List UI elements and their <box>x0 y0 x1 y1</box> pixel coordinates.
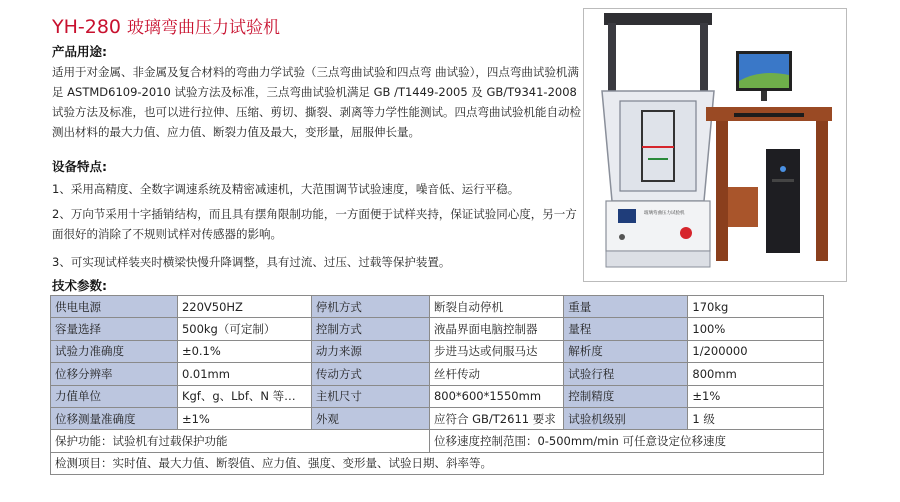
protection-text: 保护功能：试验机有过载保护功能 <box>51 430 430 452</box>
spec-row <box>51 363 824 385</box>
product-photo-illustration <box>584 9 846 281</box>
spec-value: 220V50HZ <box>177 296 311 318</box>
desk-leg-left <box>716 121 728 261</box>
spec-value: 1/200000 <box>688 340 824 362</box>
spec-label: 量程 <box>564 318 688 340</box>
machine-base <box>606 251 710 267</box>
spec-label: 试验力准确度 <box>51 340 178 362</box>
spec-label: 位移分辨率 <box>51 363 178 385</box>
spec-value: ±0.1% <box>177 340 311 362</box>
machine-label: 玻璃弯曲压力试验机 <box>644 211 685 216</box>
spec-label: 试验机级别 <box>564 407 688 429</box>
speed-range-text: 位移速度控制范围：0-500mm/min 可任意设定位移速度 <box>429 430 823 452</box>
spec-value: 100% <box>688 318 824 340</box>
spec-row-test-items <box>51 452 824 474</box>
product-title <box>52 13 280 38</box>
machine-column-left <box>608 23 616 91</box>
model-number: YH-280 <box>52 16 122 38</box>
spec-row-protection <box>51 430 824 452</box>
monitor-stand <box>761 91 767 101</box>
spec-value: ±1% <box>688 385 824 407</box>
test-items-text: 检测项目：实时值、最大力值、断裂值、应力值、强度、变形量、试验日期、斜率等。 <box>51 452 824 474</box>
spec-value: 800mm <box>688 363 824 385</box>
spec-row <box>51 407 824 429</box>
spec-row <box>51 340 824 362</box>
product-name: 玻璃弯曲压力试验机 <box>127 18 281 38</box>
spec-value: 应符合 GB/T2611 要求 <box>429 407 563 429</box>
spec-label: 供电电源 <box>51 296 178 318</box>
spec-row <box>51 385 824 407</box>
spec-label: 主机尺寸 <box>311 385 429 407</box>
features-heading: 设备特点: <box>52 159 107 174</box>
product-photo <box>583 8 847 282</box>
desk-leg-right <box>816 121 828 261</box>
desk-shelf <box>728 187 758 227</box>
drive-bay <box>772 179 794 182</box>
power-button-icon <box>780 166 786 172</box>
spec-label: 动力来源 <box>311 340 429 362</box>
spec-label: 停机方式 <box>311 296 429 318</box>
spec-label: 解析度 <box>564 340 688 362</box>
spec-label: 传动方式 <box>311 363 429 385</box>
spec-row <box>51 318 824 340</box>
display-screen <box>618 209 636 223</box>
specs-table <box>50 295 824 475</box>
pc-tower <box>766 149 800 253</box>
spec-label: 控制方式 <box>311 318 429 340</box>
spec-value: 断裂自动停机 <box>429 296 563 318</box>
keyboard <box>734 113 804 117</box>
feature-item-1: 1、采用高精度、全数字调速系统及精密减速机，大范围调节试验速度，噪音低、运行平稳。 <box>52 182 520 196</box>
specs-heading: 技术参数: <box>52 278 107 293</box>
spec-value: 丝杆传动 <box>429 363 563 385</box>
spec-value: 1 级 <box>688 407 824 429</box>
spec-label: 力值单位 <box>51 385 178 407</box>
machine-top-beam <box>604 13 712 25</box>
spec-value: Kgf、g、Lbf、N 等… <box>177 385 311 407</box>
usage-heading: 产品用途: <box>52 44 107 59</box>
feature-item-2: 2、万向节采用十字插销结构，而且具有摆角限制功能，一方面便于试样夹持，保证试验同心度，另一方面很好的消除了不规则试样对传感器的影响。 <box>52 207 577 241</box>
spec-label: 容量选择 <box>51 318 178 340</box>
spec-row <box>51 296 824 318</box>
spec-label: 重量 <box>564 296 688 318</box>
spec-value: 800*600*1550mm <box>429 385 563 407</box>
spec-label: 外观 <box>311 407 429 429</box>
spec-value: 170kg <box>688 296 824 318</box>
spec-label: 控制精度 <box>564 385 688 407</box>
spec-value: 0.01mm <box>177 363 311 385</box>
control-panel <box>606 201 710 251</box>
spec-label: 试验行程 <box>564 363 688 385</box>
usage-paragraph: 适用于对金属、非金属及复合材料的弯曲力学试验（三点弯曲试验和四点弯 曲试验），四点弯曲试验机满足 ASTMD6109-2010 试验方法及标准，三点弯曲试验机满足 GB /T1449-2005 及 GB/T9341-2008 试验方法及标准，也可以进行拉伸、压缩、剪切、撕裂、剥离等力学性能测试。四点弯曲试验机能自动检测出材料的最大力值、应力值、断裂力值及最大，变形量，屈服伸长量。 <box>52 65 581 139</box>
emergency-stop-button <box>680 227 692 239</box>
spec-value: 液晶界面电脑控制器 <box>429 318 563 340</box>
feature-item-3: 3、可实现试样装夹时横梁快慢升降调整，具有过流、过压、过载等保护装置。 <box>52 255 451 269</box>
machine-column-right <box>700 23 708 91</box>
spec-value: 500kg（可定制） <box>177 318 311 340</box>
spec-value: ±1% <box>177 407 311 429</box>
spec-value: 步进马达或伺服马达 <box>429 340 563 362</box>
knob-icon <box>619 234 625 240</box>
spec-label: 位移测量准确度 <box>51 407 178 429</box>
